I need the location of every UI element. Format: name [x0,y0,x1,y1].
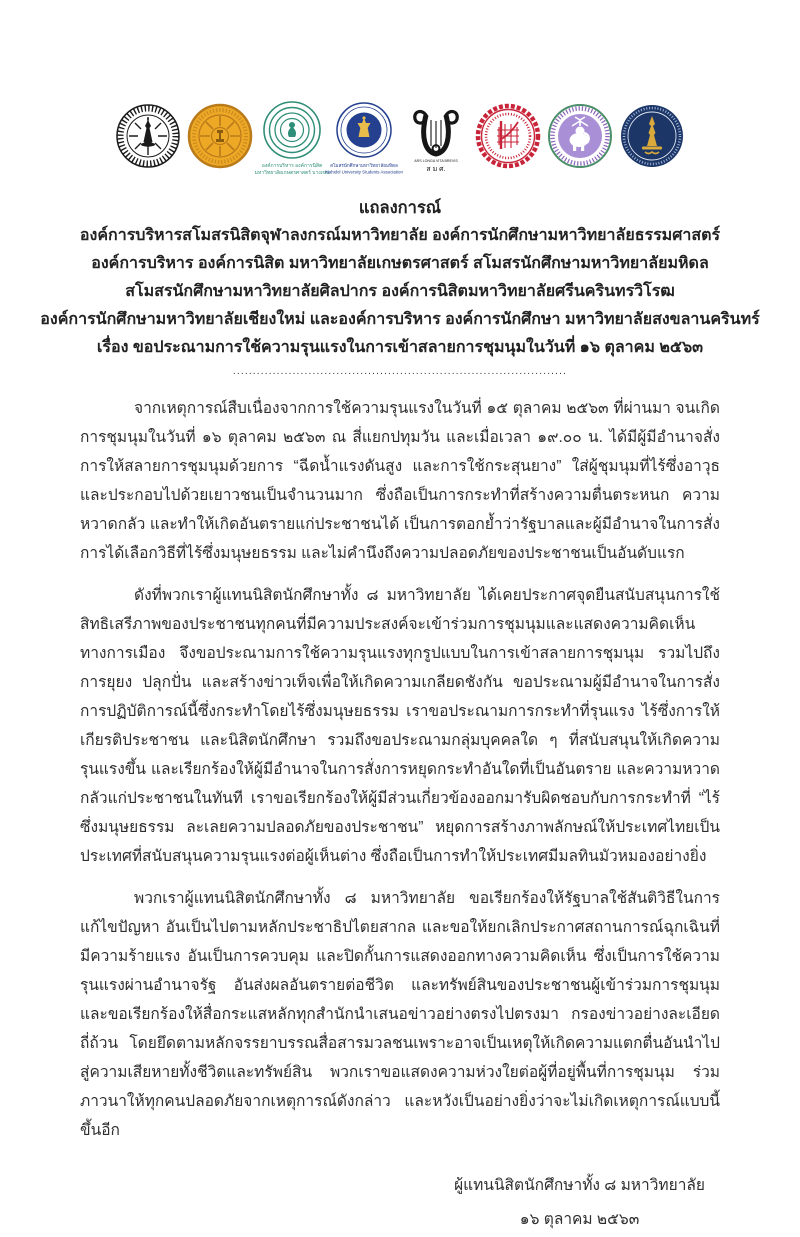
srinakharinwirot-student-organization-seal-icon [472,96,544,186]
silpakorn-motto: ARS LONGA VITA BREVIS [414,159,458,163]
kasetsart-student-organization-seal-icon [256,96,328,186]
signature-date: ๑๖ ตุลาคม ๒๕๖๓ [519,1211,640,1228]
signature-block [454,1169,705,1237]
org-line-4: องค์การนักศึกษามหาวิทยาลัยเชียงใหม่ และองค์การบริหาร องค์การนักศึกษา มหาวิทยาลัยสงขลานครินทร์ [40,311,760,328]
statement-title: แถลงการณ์ [358,199,442,217]
subject-line: เรื่อง ขอประณามการใช้ความรุนแรงในการเข้าสลายการชุมนุมในวันที่ ๑๖ ตุลาคม ๒๕๖๓ [96,339,704,356]
chulalongkorn-student-government-seal-icon [112,96,184,186]
signature-line: ผู้แทนนิสิตนักศึกษาทั้ง ๘ มหาวิทยาลัย [454,1177,705,1194]
university-seals-row [0,0,800,186]
mahidol-caption-line2: Mahidol University Students Association [325,169,403,175]
mahidol-caption-line1: สโมสรนักศึกษามหาวิทยาลัยมหิดล [330,163,398,168]
org-line-2: องค์การบริหาร องค์การนิสิต มหาวิทยาลัยเกษตรศาสตร์ สโมสรนักศึกษามหาวิทยาลัยมหิดล [91,255,709,272]
silpakorn-caption: ส ม ศ. [426,166,446,173]
songkla-student-organization-seal-icon [616,96,688,186]
chiangmai-student-organization-seal-icon [544,96,616,186]
dotted-divider: .................................................................................... [232,366,568,377]
mahidol-students-association-seal-icon [325,96,403,186]
ku-caption-line2: มหาวิทยาลัยเกษตรศาสตร์ บางเขน [254,170,330,176]
paragraph-1: จากเหตุการณ์สืบเนื่องจากการใช้ความรุนแรงในวันที่ ๑๕ ตุลาคม ๒๕๖๓ ที่ผ่านมา จนเกิดการชุมนุมในวันที่ ๑๖ ตุลาคม ๒๕๖๓ ณ สี่แยกปทุมวัน และเมื่อเวลา ๑๙.๐๐ น. ได้มีผู้มีอำนาจสั่งการให้สลายการชุมนุมด้วยการ “ฉีดน้ำแรงดันสูง และการใช้กระสุนยาง” ใส่ผู้ชุมนุมที่ไร้ซึ่งอาวุธ และประกอบไปด้วยเยาวชนเป็นจำนวนมาก ซึ่งถือเป็นการกระทำที่สร้างความตื่นตระหนก ความหวาดกลัว และทำให้เกิดอันตรายแก่ประชาชนได้ เป็นการตอกย้ำว่ารัฐบาลและผู้มีอำนาจในการสั่งการได้เลือกวิธีที่ไร้ซึ่งมนุษยธรรม และไม่คำนึงถึงความปลอดภัยของประชาชนเป็นอันดับแรก [80,400,720,562]
ku-caption-line1: องค์การบริหาร องค์การนิสิต [261,163,323,169]
statement-body [80,394,720,1145]
silpakorn-student-club-lyre-seal-icon [400,96,472,186]
statement-header [0,194,800,362]
paragraph-2: ดังที่พวกเราผู้แทนนิสิตนักศึกษาทั้ง ๘ มหาวิทยาลัย ได้เคยประกาศจุดยืนสนับสนุนการใช้สิทธิเสรีภาพของประชาชนทุกคนที่มีความประสงค์จะเข้าร่วมการชุมนุมและแสดงความคิดเห็นทางการเมือง จึงขอประณามการใช้ความรุนแรงทุกรูปแบบในการเข้าสลายการชุมนุม รวมไปถึงการยุยง ปลุกปั่น และสร้างข่าวเท็จเพื่อให้เกิดความเกลียดชังกัน ขอประณามผู้มีอำนาจในการสั่งการปฏิบัติการณ์นี้ซึ่งกระทำโดยไร้ซึ่งมนุษยธรรม เราขอประณามการกระทำที่รุนแรง ไร้ซึ่งการให้เกียรติประชาชน และนิสิตนักศึกษา รวมถึงขอประณามกลุ่มบุคคลใด ๆ ที่สนับสนุนให้เกิดความรุนแรงขึ้น และเรียกร้องให้ผู้มีอำนาจในการสั่งการหยุดกระทำอันใดที่เป็นอันตราย และความหวาดกลัวแก่ประชาชนในทันที เราขอเรียกร้องให้ผู้มีส่วนเกี่ยวข้องออกมารับผิดชอบกับการกระทำที่ “ไร้ซึ่งมนุษยธรรม ละเลยความปลอดภัยของประชาชน” หยุดการสร้างภาพลักษณ์ให้ประเทศไทยเป็นประเทศที่สนับสนุนความรุนแรงต่อผู้เห็นต่าง ซึ่งถือเป็นการทำให้ประเทศมีมลทินมัวหมองอย่างยิ่ง [80,587,720,865]
paragraph-3: พวกเราผู้แทนนิสิตนักศึกษาทั้ง ๘ มหาวิทยาลัย ขอเรียกร้องให้รัฐบาลใช้สันติวิธีในการแก้ไขปัญหา อันเป็นไปตามหลักประชาธิปไตยสากล และขอให้ยกเลิกประกาศสถานการณ์ฉุกเฉินที่มีความร้ายแรง อันเป็นการควบคุม และปิดกั้นการแสดงออกทางความคิดเห็น ซึ่งเป็นการใช้ความรุนแรงผ่านอำนาจรัฐ อันส่งผลอันตรายต่อชีวิต และทรัพย์สินของประชาชนผู้เข้าร่วมการชุมนุม และขอเรียกร้องให้สื่อกระแสหลักทุกสำนักนำเสนอข่าวอย่างตรงไปตรงมา กรองข่าวอย่างละเอียดถี่ถ้วน โดยยึดตามหลักจรรยาบรรณสื่อสารมวลชนเพราะอาจเป็นเหตุให้เกิดความแตกตื่นอันนำไปสู่ความเสียหายทั้งชีวิตและทรัพย์สิน พวกเราขอแสดงความห่วงใยต่อผู้ที่อยู่พื้นที่การชุมนุม ร่วมภาวนาให้ทุกคนปลอดภัยจากเหตุการณ์ดังกล่าว และหวังเป็นอย่างยิ่งว่าจะไม่เกิดเหตุการณ์แบบนี้ขึ้นอีก [80,890,720,1139]
thammasat-student-organization-seal-icon [184,96,256,186]
org-line-3: สโมสรนักศึกษามหาวิทยาลัยศิลปากร องค์การนิสิตมหาวิทยาลัยศรีนครินทรวิโรฒ [125,283,675,300]
org-line-1: องค์การบริหารสโมสรนิสิตจุฬาลงกรณ์มหาวิทยาลัย องค์การนักศึกษามหาวิทยาลัยธรรมศาสตร์ [79,227,721,244]
